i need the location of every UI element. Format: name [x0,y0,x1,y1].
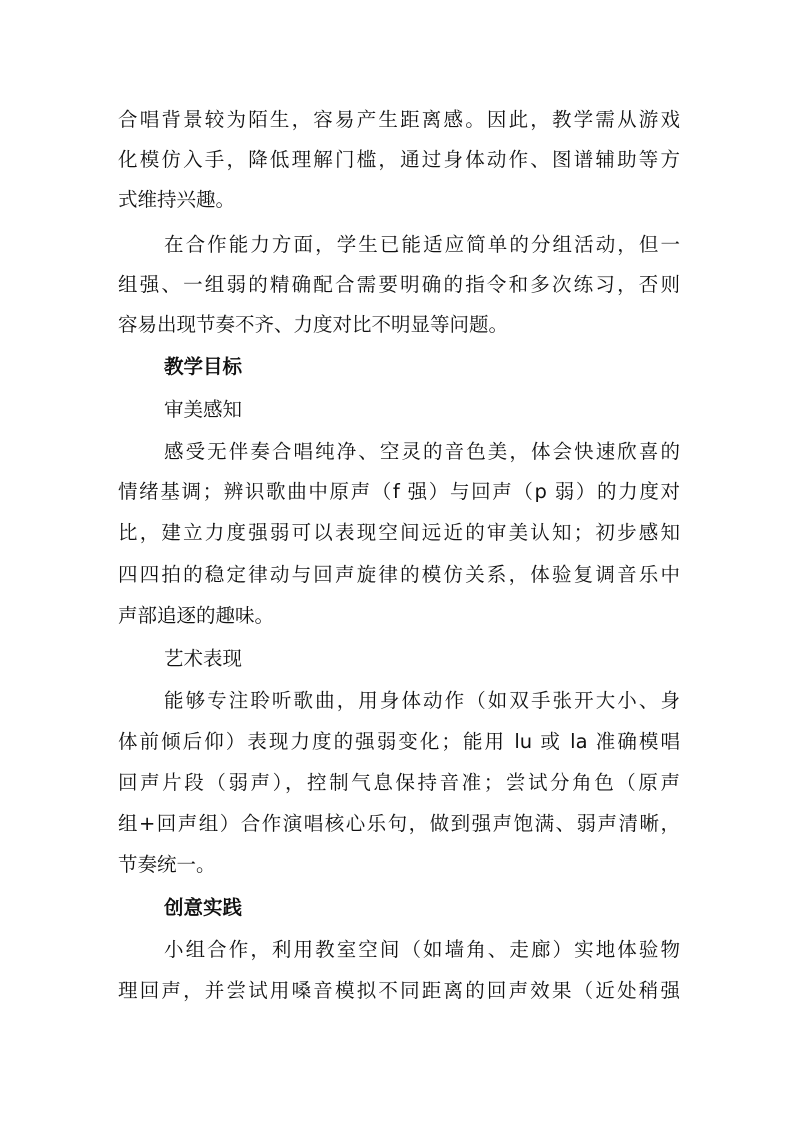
text-line: 容易出现节奏不齐、力度对比不明显等问题。 [118,313,509,336]
subsection-heading: 艺术表现 [164,647,243,670]
text-line: 式维持兴趣。 [118,188,236,211]
text-line: 组强、一组弱的精确配合需要明确的指令和多次练习，否则 [118,273,680,296]
text-line: 在合作能力方面，学生已能适应简单的分组活动，但一 [164,233,680,256]
text-line: 比，建立力度强弱可以表现空间远近的审美认知；初步感知 [118,521,680,544]
section-heading: 教学目标 [164,355,243,378]
text-line: 感受无伴奏合唱纯净、空灵的音色美，体会快速欣喜的 [164,440,680,463]
text-line: 化模仿入手，降低理解门槛，通过身体动作、图谱辅助等方 [118,148,680,171]
text-line: 情绪基调；辨识歌曲中原声（f 强）与回声（p 弱）的力度对 [118,480,680,503]
text-line: 体前倾后仰）表现力度的强弱变化；能用 lu 或 la 准确模唱 [118,730,680,753]
text-line: 四四拍的稳定律动与回声旋律的模仿关系，体验复调音乐中 [118,563,680,586]
text-line: 能够专注聆听歌曲，用身体动作（如双手张开大小、身 [164,689,680,712]
section-heading: 创意实践 [164,896,243,919]
text-line: 节奏统一。 [118,853,216,876]
text-line: 声部追逐的趣味。 [118,604,275,627]
text-line: 组+回声组）合作演唱核心乐句，做到强声饱满、弱声清晰， [118,812,680,835]
text-line: 回声片段（弱声），控制气息保持音准；尝试分角色（原声 [118,771,680,794]
text-line: 合唱背景较为陌生，容易产生距离感。因此，教学需从游戏 [118,108,680,131]
text-line: 理回声，并尝试用嗓音模拟不同距离的回声效果（近处稍强 [118,979,680,1002]
subsection-heading: 审美感知 [164,398,243,421]
text-line: 小组合作，利用教室空间（如墙角、走廊）实地体验物 [164,938,680,961]
